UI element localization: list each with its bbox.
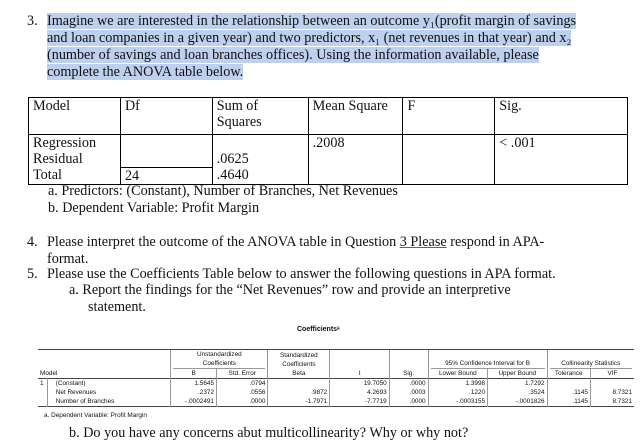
anova-cell <box>120 135 212 152</box>
anova-header-ms: Mean Square <box>308 98 403 135</box>
coef-cell: .1145 <box>547 388 590 397</box>
q3-line-2: and loan companies in a given year) and two predictors, x₁ (net revenues in that year) and x₂ <box>47 30 572 46</box>
coef-header-row-1 <box>38 350 634 370</box>
coef-cell: .1220 <box>428 388 487 397</box>
coef-cell: -1.7971 <box>268 397 330 407</box>
coef-cell: .9872 <box>268 388 330 397</box>
coef-cell: 1.3998 <box>428 379 487 389</box>
coef-cell: .0794 <box>217 379 268 389</box>
coef-cell <box>547 379 590 389</box>
q4-number: 4. <box>27 234 38 250</box>
coef-cell: Number of Branches <box>55 398 115 405</box>
coef-header-ci: 95% Confidence Interval for B <box>428 350 547 370</box>
coef-cell: 8.7321 <box>590 388 634 397</box>
coef-cell: .1145 <box>547 397 590 407</box>
coef-cell: -.0002491 <box>171 397 217 407</box>
coef-cell: .2372 <box>171 388 217 397</box>
coef-row-constant <box>38 379 634 389</box>
anova-cell: Total <box>29 167 121 184</box>
q5-a-line-2: statement. <box>88 299 146 315</box>
coef-cell: .0000 <box>217 397 268 407</box>
coef-cell <box>268 379 330 389</box>
coef-cell <box>590 379 634 389</box>
q3-line-3: (number of savings and loan branches offices). Using the information available, please <box>47 47 539 63</box>
anova-cell: 24 <box>120 167 212 184</box>
anova-cell <box>495 167 628 184</box>
anova-header-df: Df <box>120 98 212 135</box>
anova-cell: .0625 <box>212 151 308 167</box>
coef-cell: (Constant) <box>55 380 86 387</box>
coef-row-branches <box>38 397 634 407</box>
coef-title: Coefficientsᵃ <box>297 326 340 333</box>
coef-header-collinearity: Collinearity Statistics <box>547 350 634 370</box>
anova-cell: .4640 <box>212 167 308 184</box>
coef-cell: .3524 <box>488 388 547 397</box>
anova-note-b: b. Dependent Variable: Profit Margin <box>48 200 260 216</box>
anova-cell <box>403 167 495 184</box>
coef-cell: 4.2693 <box>330 388 389 397</box>
anova-header-ss: Sum of Squares <box>212 98 308 135</box>
coef-row-net-revenues <box>38 388 634 397</box>
anova-cell <box>212 135 308 152</box>
coef-cell: -.0001826 <box>488 397 547 407</box>
coef-cell: -.0003155 <box>428 397 487 407</box>
anova-row-residual <box>29 151 628 167</box>
q4-link-text: 3 Please <box>399 234 447 250</box>
anova-cell <box>495 151 628 167</box>
coef-cell: 8.7321 <box>590 397 634 407</box>
coef-header-sig: Sig. <box>389 369 428 379</box>
coef-cell: -7.7719 <box>330 397 389 407</box>
coef-cell: Net Revenues <box>55 389 97 396</box>
q4-text: Please interpret the outcome of the ANOVA table in Question 3 Please respond in APA- format. <box>47 234 637 268</box>
anova-table <box>28 97 628 185</box>
coef-footnote: a. Dependent Variable: Profit Margin <box>44 412 147 419</box>
coef-header-std: Standardized Coefficients <box>268 350 330 370</box>
anova-cell <box>403 151 495 167</box>
coef-cell: .0003 <box>389 388 428 397</box>
q5-line-1: Please use the Coefficients Table below to answer the following questions in APA format. <box>47 266 556 282</box>
coef-cell: .0000 <box>389 379 428 389</box>
q3-line-4: complete the ANOVA table below. <box>47 64 244 80</box>
coef-header-beta: Beta <box>268 369 330 379</box>
coef-header-model: Model <box>40 370 58 377</box>
coef-cell: .0556 <box>217 388 268 397</box>
anova-cell <box>308 167 403 184</box>
anova-cell: .2008 <box>308 135 403 152</box>
coef-header-b: B <box>171 369 217 379</box>
anova-row-total <box>29 167 628 184</box>
anova-cell <box>120 151 212 167</box>
coef-model-number: 1 <box>38 379 47 407</box>
coef-header-lb: Lower Bound <box>428 369 487 379</box>
coef-header-t: t <box>330 369 389 379</box>
coef-header-ub: Upper Bound <box>488 369 547 379</box>
q4-line-2: format. <box>47 251 89 267</box>
anova-cell: Residual <box>29 151 121 167</box>
anova-row-regression <box>29 135 628 152</box>
anova-note-a: a. Predictors: (Constant), Number of Branches, Net Revenues <box>48 183 398 199</box>
anova-header-sig: Sig. <box>495 98 628 135</box>
q5-b: b. Do you have any concerns abut multicollinearity? Why or why not? <box>69 425 469 441</box>
q5-a-line-1: a. Report the findings for the “Net Revenues” row and provide an interpretive <box>69 282 511 298</box>
coefficients-table <box>38 349 634 407</box>
coef-cell: 1.7292 <box>488 379 547 389</box>
coef-cell: 19.7050 <box>330 379 389 389</box>
anova-cell <box>403 135 495 152</box>
coef-cell: 1.5645 <box>171 379 217 389</box>
anova-cell: Regression <box>29 135 121 152</box>
coef-header-unstd: Unstandardized Coefficients <box>171 350 268 370</box>
coef-header-vif: VIF <box>590 369 634 379</box>
anova-cell: < .001 <box>495 135 628 152</box>
q5-number: 5. <box>27 266 38 282</box>
anova-header-row <box>29 98 628 135</box>
q3-number: 3. <box>27 13 38 29</box>
coef-header-row-2 <box>38 369 634 379</box>
anova-cell <box>308 151 403 167</box>
q3-line-1: Imagine we are interested in the relationship between an outcome y₁(profit margin of savings <box>47 13 577 29</box>
coef-header-se: Std. Error <box>217 369 268 379</box>
q3-text <box>47 13 643 81</box>
coef-header-tol: Tolerance <box>547 369 590 379</box>
anova-header-f: F <box>403 98 495 135</box>
anova-header-model: Model <box>29 98 121 135</box>
coef-cell: .0000 <box>389 397 428 407</box>
